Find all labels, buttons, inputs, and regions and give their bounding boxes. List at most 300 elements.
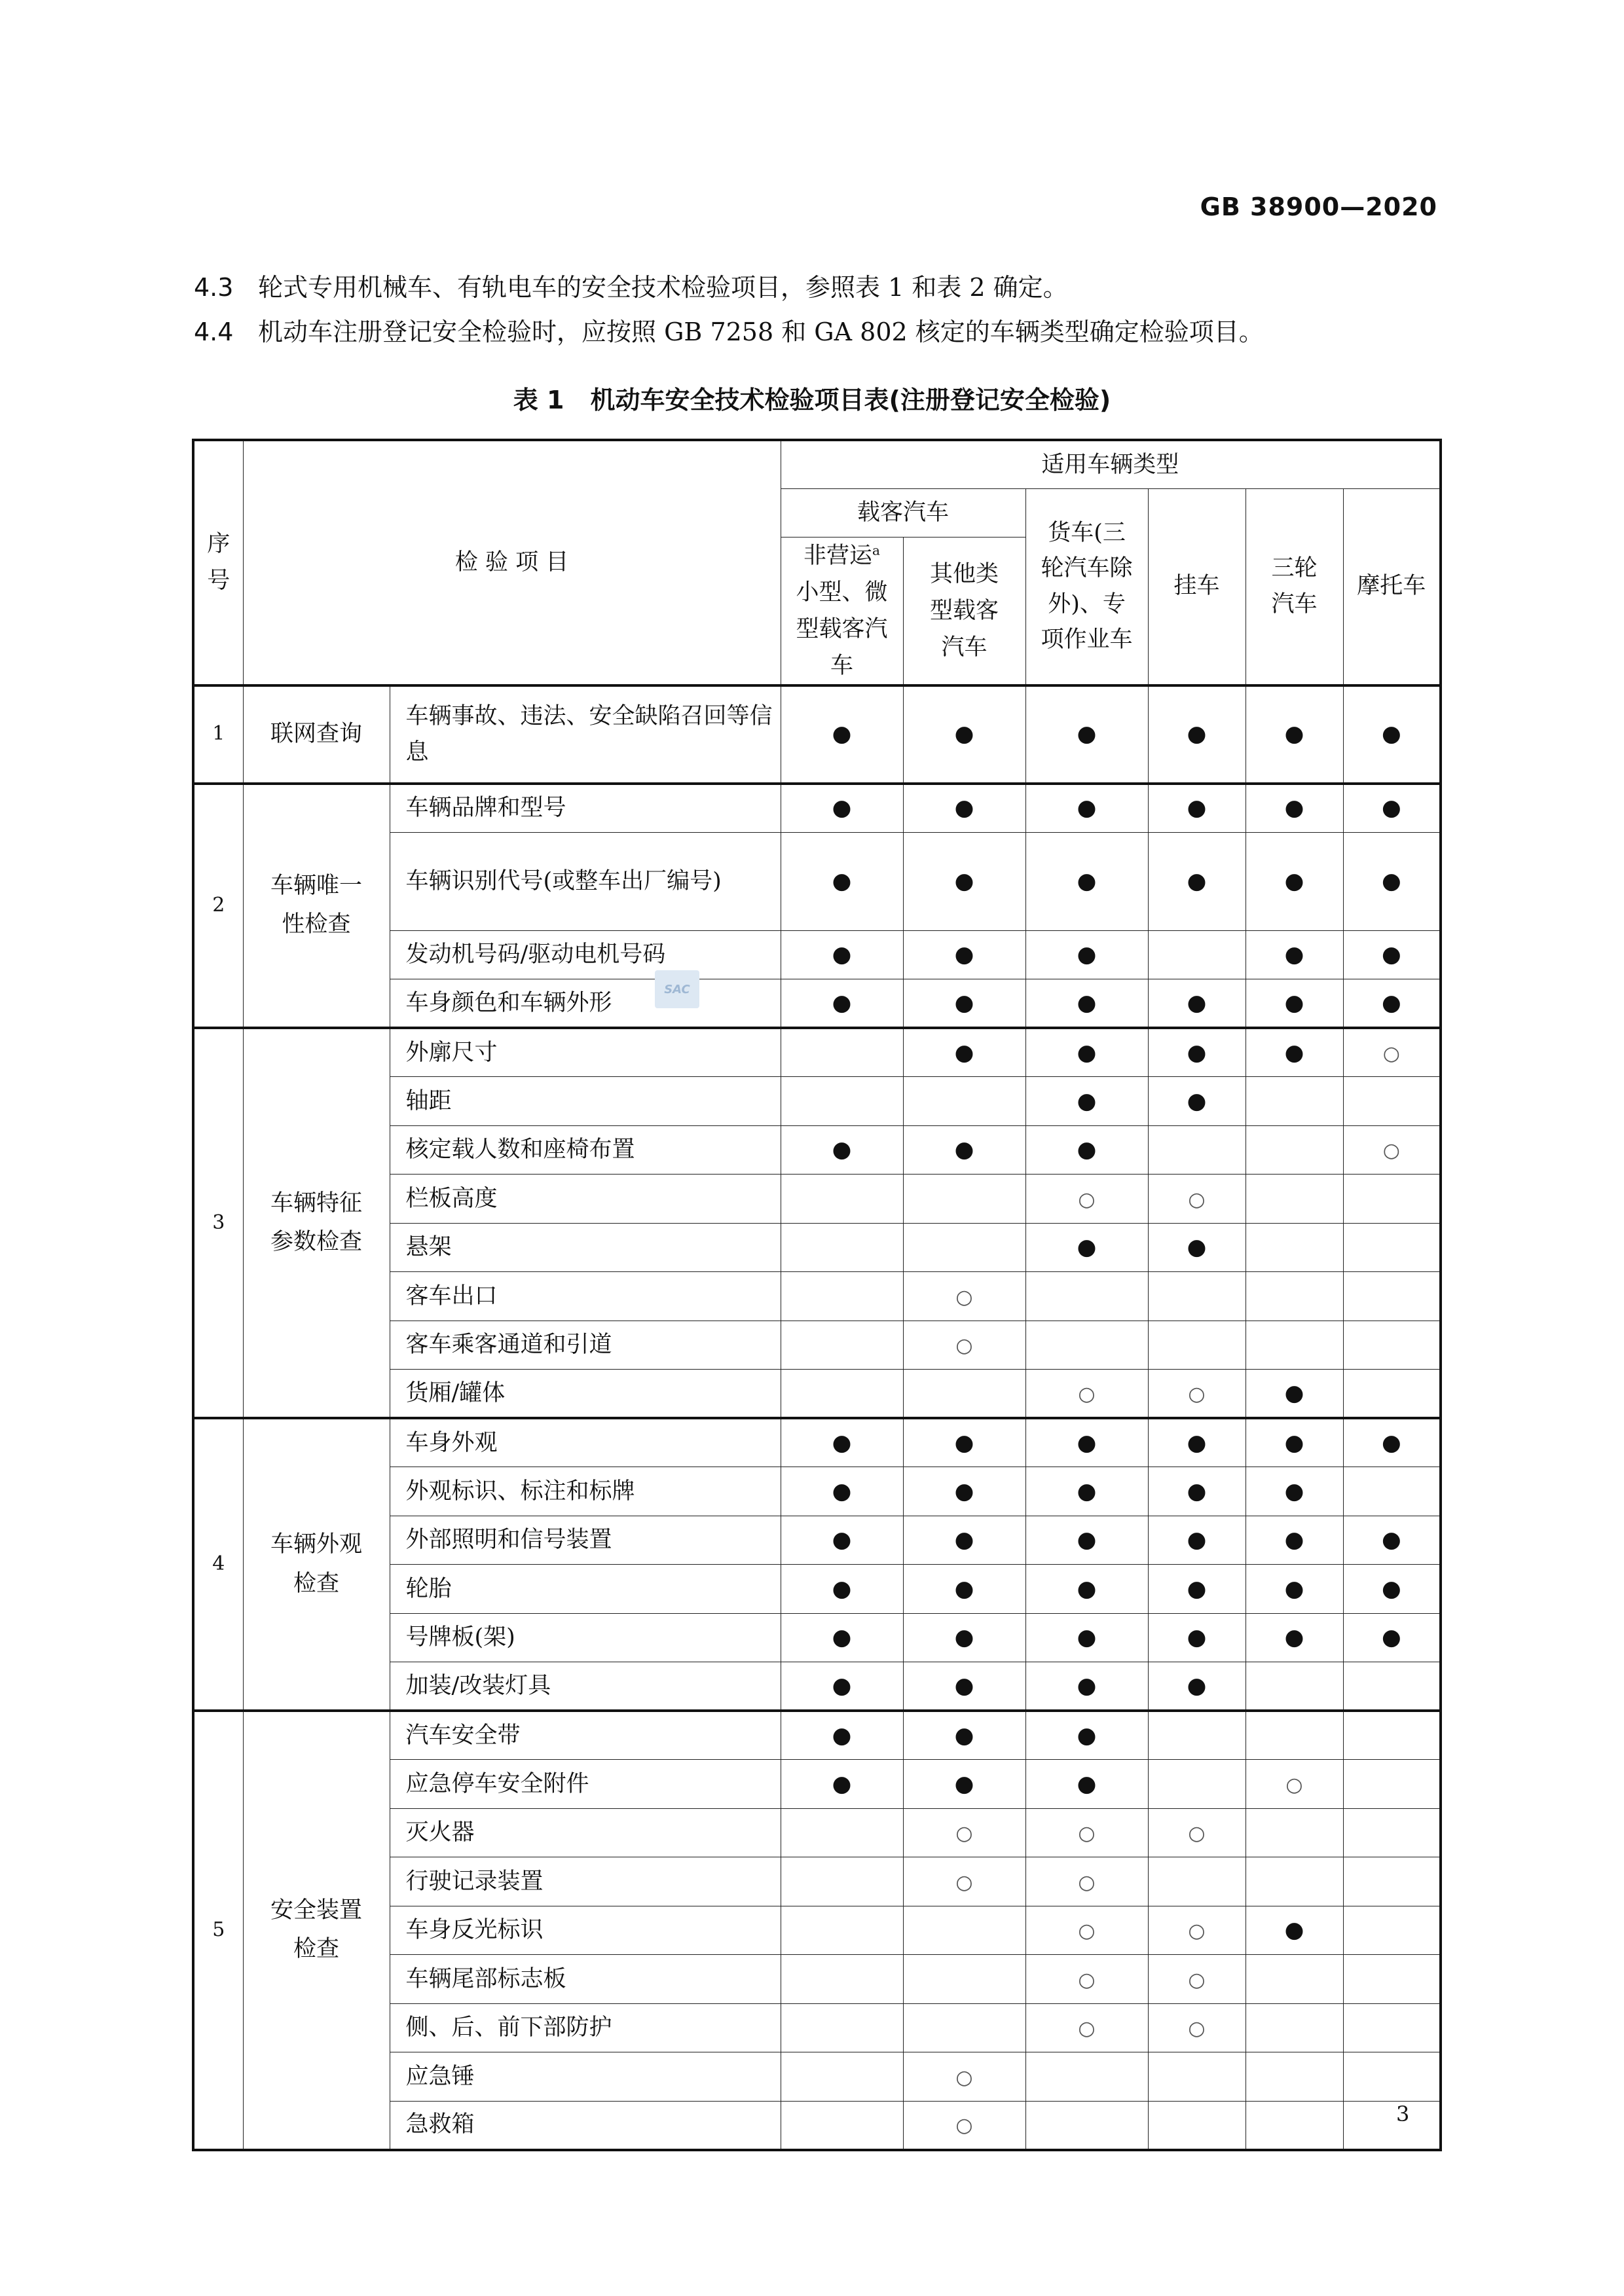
required-mark-icon: ● [1381, 795, 1401, 822]
applicability-cell [1343, 1955, 1441, 2004]
item-name: 号牌板(架) [390, 1613, 781, 1662]
applicability-cell [1246, 930, 1343, 979]
optional-mark-icon: ○ [1382, 1139, 1400, 1163]
required-mark-icon: ● [832, 941, 852, 968]
applicability-cell [903, 1467, 1025, 1516]
applicability-cell [781, 1906, 903, 1955]
item-name: 核定载人数和座椅布置 [390, 1125, 781, 1175]
required-mark-icon: ● [954, 721, 974, 748]
required-mark-icon: ● [954, 1624, 974, 1651]
sac-watermark: SAC [655, 970, 699, 1008]
required-mark-icon: ● [1187, 1672, 1207, 1699]
optional-mark-icon: ○ [1078, 1382, 1096, 1406]
applicability-cell [903, 1662, 1025, 1711]
applicability-cell [781, 832, 903, 930]
item-name: 外部照明和信号装置 [390, 1516, 781, 1565]
applicability-cell [1343, 1223, 1441, 1272]
clause-text: 轮式专用机械车、有轨电车的安全技术检验项目，参照表 1 和表 2 确定。 [258, 273, 1068, 302]
applicability-cell [1025, 1808, 1148, 1857]
applicability-cell [1246, 1857, 1343, 1906]
applicability-cell [1343, 1418, 1441, 1467]
header-applicable [781, 440, 1441, 488]
group-name-label: 车辆外观检查 [270, 1531, 362, 1597]
applicability-cell [1025, 1077, 1148, 1126]
required-mark-icon: ● [954, 1429, 974, 1456]
applicability-cell [1246, 685, 1343, 784]
applicability-cell [903, 1516, 1025, 1565]
applicability-cell [1343, 1516, 1441, 1565]
applicability-cell [1343, 685, 1441, 784]
group-name-label: 联网查询 [270, 720, 362, 747]
applicability-cell [781, 1175, 903, 1224]
table-row [193, 1418, 1441, 1467]
applicability-cell [903, 1028, 1025, 1077]
header-item-label: 检 验 项 目 [454, 549, 569, 576]
item-name: 行驶记录装置 [390, 1857, 781, 1906]
optional-mark-icon: ○ [1078, 1968, 1096, 1992]
applicability-cell [781, 930, 903, 979]
applicability-cell [903, 1175, 1025, 1224]
applicability-cell [781, 2003, 903, 2052]
applicability-cell [903, 979, 1025, 1029]
applicability-cell [1025, 930, 1148, 979]
applicability-cell [1025, 2003, 1148, 2052]
applicability-cell [1343, 2003, 1441, 2052]
required-mark-icon: ● [832, 1672, 852, 1699]
applicability-cell [1025, 1711, 1148, 1760]
applicability-cell [1148, 1711, 1246, 1760]
applicability-cell [903, 1272, 1025, 1321]
required-mark-icon: ● [1284, 795, 1304, 822]
applicability-cell [1025, 2101, 1148, 2150]
applicability-cell [1246, 1613, 1343, 1662]
applicability-cell [1343, 1467, 1441, 1516]
applicability-cell [1148, 1808, 1246, 1857]
footnote-mark: a [872, 541, 880, 558]
item-name: 客车出口 [390, 1272, 781, 1321]
group-seq: 2 [193, 784, 243, 1029]
applicability-cell [903, 1565, 1025, 1614]
applicability-cell [903, 1370, 1025, 1419]
applicability-cell [1025, 1272, 1148, 1321]
required-mark-icon: ● [1077, 1087, 1097, 1114]
applicability-cell [1148, 2003, 1246, 2052]
applicability-cell [1025, 1955, 1148, 2004]
applicability-cell [1025, 1662, 1148, 1711]
required-mark-icon: ● [832, 1722, 852, 1749]
applicability-cell [1025, 1028, 1148, 1077]
header-other-passenger-label: 其他类型载客汽车 [930, 560, 999, 661]
required-mark-icon: ● [1077, 1722, 1097, 1749]
item-name: 外观标识、标注和标牌 [390, 1467, 781, 1516]
applicability-cell [1025, 1125, 1148, 1175]
applicability-cell [781, 2101, 903, 2150]
applicability-cell [1025, 1857, 1148, 1906]
header-truck [1025, 488, 1148, 685]
inspection-items-table [192, 439, 1442, 2151]
optional-mark-icon: ○ [1078, 1870, 1096, 1894]
applicability-cell [1148, 1565, 1246, 1614]
applicability-cell [781, 979, 903, 1029]
group-seq: 5 [193, 1711, 243, 2150]
applicability-cell [1025, 1613, 1148, 1662]
header-trailer [1148, 488, 1246, 685]
applicability-cell [903, 1760, 1025, 1809]
applicability-cell [1343, 832, 1441, 930]
required-mark-icon: ● [1077, 1234, 1097, 1261]
applicability-cell [1148, 1662, 1246, 1711]
applicability-cell [1343, 1565, 1441, 1614]
applicability-cell [1025, 1565, 1148, 1614]
applicability-cell [1246, 1565, 1343, 1614]
group-name [243, 1028, 390, 1418]
required-mark-icon: ● [1381, 1429, 1401, 1456]
required-mark-icon: ● [832, 795, 852, 822]
required-mark-icon: ● [954, 1770, 974, 1797]
item-name: 车身反光标识 [390, 1906, 781, 1955]
optional-mark-icon: ○ [1188, 1968, 1206, 1992]
applicability-cell [1148, 979, 1246, 1029]
applicability-cell [903, 1223, 1025, 1272]
table-number: 表 1 [513, 386, 564, 414]
applicability-cell [1148, 1857, 1246, 1906]
required-mark-icon: ● [1381, 867, 1401, 894]
applicability-cell [1246, 1321, 1343, 1370]
applicability-cell [1343, 2052, 1441, 2102]
applicability-cell [903, 1955, 1025, 2004]
applicability-cell [1246, 1760, 1343, 1809]
header-small-passenger-rest: 小型、微型载客汽车 [796, 579, 888, 679]
applicability-cell [1246, 2003, 1343, 2052]
applicability-cell [1343, 1662, 1441, 1711]
group-name [243, 1711, 390, 2150]
clause-text: 机动车注册登记安全检验时，应按照 GB 7258 和 GA 802 核定的车辆类型确定检验项目。 [258, 318, 1264, 346]
required-mark-icon: ● [1284, 1575, 1304, 1602]
required-mark-icon: ● [1284, 1379, 1304, 1406]
group-name-label: 车辆唯一性检查 [270, 872, 362, 938]
applicability-cell [1246, 1028, 1343, 1077]
required-mark-icon: ● [1381, 1624, 1401, 1651]
optional-mark-icon: ○ [955, 2066, 973, 2089]
applicability-cell [1343, 1613, 1441, 1662]
header-passenger-group [781, 488, 1025, 537]
required-mark-icon: ● [832, 867, 852, 894]
required-mark-icon: ● [1284, 1039, 1304, 1066]
required-mark-icon: ● [1187, 1234, 1207, 1261]
item-name: 灭火器 [390, 1808, 781, 1857]
header-item [243, 440, 781, 685]
header-seq-label: 序号 [207, 531, 231, 594]
optional-mark-icon: ○ [1382, 1042, 1400, 1065]
required-mark-icon: ● [1284, 867, 1304, 894]
required-mark-icon: ● [1284, 1624, 1304, 1651]
applicability-cell [781, 2052, 903, 2102]
applicability-cell [781, 685, 903, 784]
required-mark-icon: ● [832, 989, 852, 1016]
required-mark-icon: ● [1187, 989, 1207, 1016]
required-mark-icon: ● [1077, 989, 1097, 1016]
required-mark-icon: ● [1284, 1429, 1304, 1456]
item-name: 货厢/罐体 [390, 1370, 781, 1419]
optional-mark-icon: ○ [1188, 1382, 1206, 1406]
header-passenger-group-label: 载客汽车 [857, 499, 950, 526]
applicability-cell [903, 1906, 1025, 1955]
applicability-cell [781, 1613, 903, 1662]
applicability-cell [781, 1418, 903, 1467]
applicability-cell [1246, 832, 1343, 930]
item-name: 应急停车安全附件 [390, 1760, 781, 1809]
required-mark-icon: ● [1187, 795, 1207, 822]
clause-4-4 [194, 312, 1264, 348]
header-tricycle-label: 三轮汽车 [1271, 555, 1318, 617]
applicability-cell [903, 1321, 1025, 1370]
applicability-cell [1148, 1760, 1246, 1809]
required-mark-icon: ● [1187, 1087, 1207, 1114]
group-name [243, 1418, 390, 1711]
required-mark-icon: ● [954, 1478, 974, 1504]
applicability-cell [1025, 2052, 1148, 2102]
required-mark-icon: ● [1077, 795, 1097, 822]
item-name: 应急锤 [390, 2052, 781, 2102]
applicability-cell [1343, 1321, 1441, 1370]
required-mark-icon: ● [1381, 721, 1401, 748]
applicability-cell [1148, 930, 1246, 979]
group-name-label: 安全装置检查 [270, 1897, 362, 1963]
applicability-cell [1246, 1223, 1343, 1272]
applicability-cell [781, 1077, 903, 1126]
applicability-cell [1148, 685, 1246, 784]
applicability-cell [1148, 1077, 1246, 1126]
applicability-cell [1343, 1711, 1441, 1760]
required-mark-icon: ● [832, 1429, 852, 1456]
required-mark-icon: ● [1077, 867, 1097, 894]
required-mark-icon: ● [1381, 1575, 1401, 1602]
applicability-cell [1148, 1223, 1246, 1272]
clause-number: 4.3 [194, 273, 234, 302]
applicability-cell [1025, 832, 1148, 930]
applicability-cell [1343, 979, 1441, 1029]
applicability-cell [1148, 1175, 1246, 1224]
applicability-cell [1025, 685, 1148, 784]
applicability-cell [1343, 1808, 1441, 1857]
item-name: 外廓尺寸 [390, 1028, 781, 1077]
optional-mark-icon: ○ [1188, 1188, 1206, 1211]
applicability-cell [903, 1711, 1025, 1760]
applicability-cell [903, 1077, 1025, 1126]
item-name: 侧、后、前下部防护 [390, 2003, 781, 2052]
applicability-cell [1246, 784, 1343, 833]
group-seq: 3 [193, 1028, 243, 1418]
header-seq [193, 440, 243, 685]
required-mark-icon: ● [1187, 1039, 1207, 1066]
applicability-cell [1148, 2101, 1246, 2150]
required-mark-icon: ● [1077, 1039, 1097, 1066]
required-mark-icon: ● [1284, 989, 1304, 1016]
header-small-passenger [781, 537, 903, 685]
applicability-cell [1246, 1272, 1343, 1321]
applicability-cell [1148, 1418, 1246, 1467]
applicability-cell [903, 2052, 1025, 2102]
table-row [193, 1028, 1441, 1077]
applicability-cell [781, 1223, 903, 1272]
optional-mark-icon: ○ [955, 1285, 973, 1309]
required-mark-icon: ● [954, 1575, 974, 1602]
required-mark-icon: ● [1077, 1137, 1097, 1163]
applicability-cell [1148, 2052, 1246, 2102]
applicability-cell [1025, 1370, 1148, 1419]
applicability-cell [1246, 1808, 1343, 1857]
item-name: 发动机号码/驱动电机号码 [390, 930, 781, 979]
required-mark-icon: ● [832, 1770, 852, 1797]
applicability-cell [781, 1125, 903, 1175]
applicability-cell [903, 930, 1025, 979]
applicability-cell [781, 1516, 903, 1565]
header-applicable-label: 适用车辆类型 [1041, 451, 1179, 478]
applicability-cell [1025, 1906, 1148, 1955]
standard-number: GB 38900—2020 [1200, 192, 1437, 221]
optional-mark-icon: ○ [1078, 1822, 1096, 1846]
applicability-cell [1148, 1955, 1246, 2004]
applicability-cell [1148, 832, 1246, 930]
header-motorcycle [1343, 488, 1441, 685]
applicability-cell [1025, 1321, 1148, 1370]
header-tricycle [1246, 488, 1343, 685]
applicability-cell [1148, 1370, 1246, 1419]
applicability-cell [1246, 1662, 1343, 1711]
applicability-cell [1246, 1906, 1343, 1955]
applicability-cell [781, 1272, 903, 1321]
applicability-cell [1025, 784, 1148, 833]
item-name: 急救箱 [390, 2101, 781, 2150]
item-name: 客车乘客通道和引道 [390, 1321, 781, 1370]
applicability-cell [1343, 930, 1441, 979]
optional-mark-icon: ○ [955, 1334, 973, 1358]
table-row [193, 685, 1441, 784]
applicability-cell [1025, 1223, 1148, 1272]
applicability-cell [1343, 1370, 1441, 1419]
applicability-cell [1148, 1906, 1246, 1955]
item-name: 汽车安全带 [390, 1711, 781, 1760]
applicability-cell [1246, 2052, 1343, 2102]
required-mark-icon: ● [832, 721, 852, 748]
item-name: 车身外观 [390, 1418, 781, 1467]
applicability-cell [1343, 1028, 1441, 1077]
applicability-cell [1148, 1613, 1246, 1662]
item-name: 车身颜色和车辆外形 [390, 979, 781, 1029]
applicability-cell [781, 1467, 903, 1516]
applicability-cell [1246, 1711, 1343, 1760]
required-mark-icon: ● [1284, 721, 1304, 748]
item-name: 栏板高度 [390, 1175, 781, 1224]
optional-mark-icon: ○ [955, 2114, 973, 2138]
required-mark-icon: ● [1381, 989, 1401, 1016]
applicability-cell [1148, 1125, 1246, 1175]
applicability-cell [1246, 1467, 1343, 1516]
applicability-cell [781, 1321, 903, 1370]
required-mark-icon: ● [1077, 941, 1097, 968]
applicability-cell [781, 1565, 903, 1614]
table-title [0, 380, 1624, 416]
required-mark-icon: ● [832, 1478, 852, 1504]
item-name: 车辆尾部标志板 [390, 1955, 781, 2004]
applicability-cell [1246, 1516, 1343, 1565]
required-mark-icon: ● [954, 1137, 974, 1163]
optional-mark-icon: ○ [955, 1822, 973, 1846]
required-mark-icon: ● [1187, 1624, 1207, 1651]
group-name-label: 车辆特征参数检查 [270, 1190, 362, 1255]
required-mark-icon: ● [1284, 941, 1304, 968]
applicability-cell [1025, 1516, 1148, 1565]
item-name: 车辆品牌和型号 [390, 784, 781, 833]
required-mark-icon: ● [954, 795, 974, 822]
optional-mark-icon: ○ [1078, 1920, 1096, 1943]
applicability-cell [1246, 979, 1343, 1029]
required-mark-icon: ● [1284, 1917, 1304, 1944]
required-mark-icon: ● [1077, 1478, 1097, 1504]
optional-mark-icon: ○ [1285, 1773, 1303, 1796]
table-row [193, 1711, 1441, 1760]
required-mark-icon: ● [1381, 941, 1401, 968]
header-small-passenger-label: 非营运 [803, 542, 873, 569]
clause-4-3 [194, 267, 1068, 303]
applicability-cell [1025, 979, 1148, 1029]
optional-mark-icon: ○ [1078, 1188, 1096, 1211]
applicability-cell [1148, 784, 1246, 833]
required-mark-icon: ● [1187, 721, 1207, 748]
applicability-cell [781, 1955, 903, 2004]
required-mark-icon: ● [832, 1527, 852, 1554]
table-caption: 机动车安全技术检验项目表(注册登记安全检验) [590, 386, 1111, 414]
required-mark-icon: ● [1077, 1429, 1097, 1456]
required-mark-icon: ● [1187, 1478, 1207, 1504]
required-mark-icon: ● [954, 1039, 974, 1066]
applicability-cell [1246, 1175, 1343, 1224]
header-other-passenger [903, 537, 1025, 685]
optional-mark-icon: ○ [1078, 2017, 1096, 2041]
applicability-cell [1148, 1516, 1246, 1565]
required-mark-icon: ● [832, 1575, 852, 1602]
applicability-cell [1148, 1321, 1246, 1370]
applicability-cell [903, 685, 1025, 784]
applicability-cell [781, 1370, 903, 1419]
optional-mark-icon: ○ [1188, 1822, 1206, 1846]
required-mark-icon: ● [1077, 1672, 1097, 1699]
page-number: 3 [1396, 2102, 1410, 2126]
applicability-cell [903, 1857, 1025, 1906]
applicability-cell [1343, 2101, 1441, 2150]
header-motorcycle-label: 摩托车 [1357, 573, 1426, 600]
applicability-cell [1343, 784, 1441, 833]
required-mark-icon: ● [832, 1137, 852, 1163]
applicability-cell [781, 1662, 903, 1711]
applicability-cell [903, 1808, 1025, 1857]
item-name: 轮胎 [390, 1565, 781, 1614]
applicability-cell [1246, 1125, 1343, 1175]
required-mark-icon: ● [1187, 1575, 1207, 1602]
header-truck-label: 货车(三轮汽车除外)、专项作业车 [1041, 520, 1133, 653]
applicability-cell [1025, 1760, 1148, 1809]
applicability-cell [1148, 1028, 1246, 1077]
group-name [243, 784, 390, 1029]
required-mark-icon: ● [954, 1672, 974, 1699]
applicability-cell [903, 2101, 1025, 2150]
applicability-cell [781, 1808, 903, 1857]
optional-mark-icon: ○ [1188, 2017, 1206, 2041]
applicability-cell [1343, 1857, 1441, 1906]
required-mark-icon: ● [954, 867, 974, 894]
required-mark-icon: ● [1187, 1527, 1207, 1554]
applicability-cell [1246, 1370, 1343, 1419]
